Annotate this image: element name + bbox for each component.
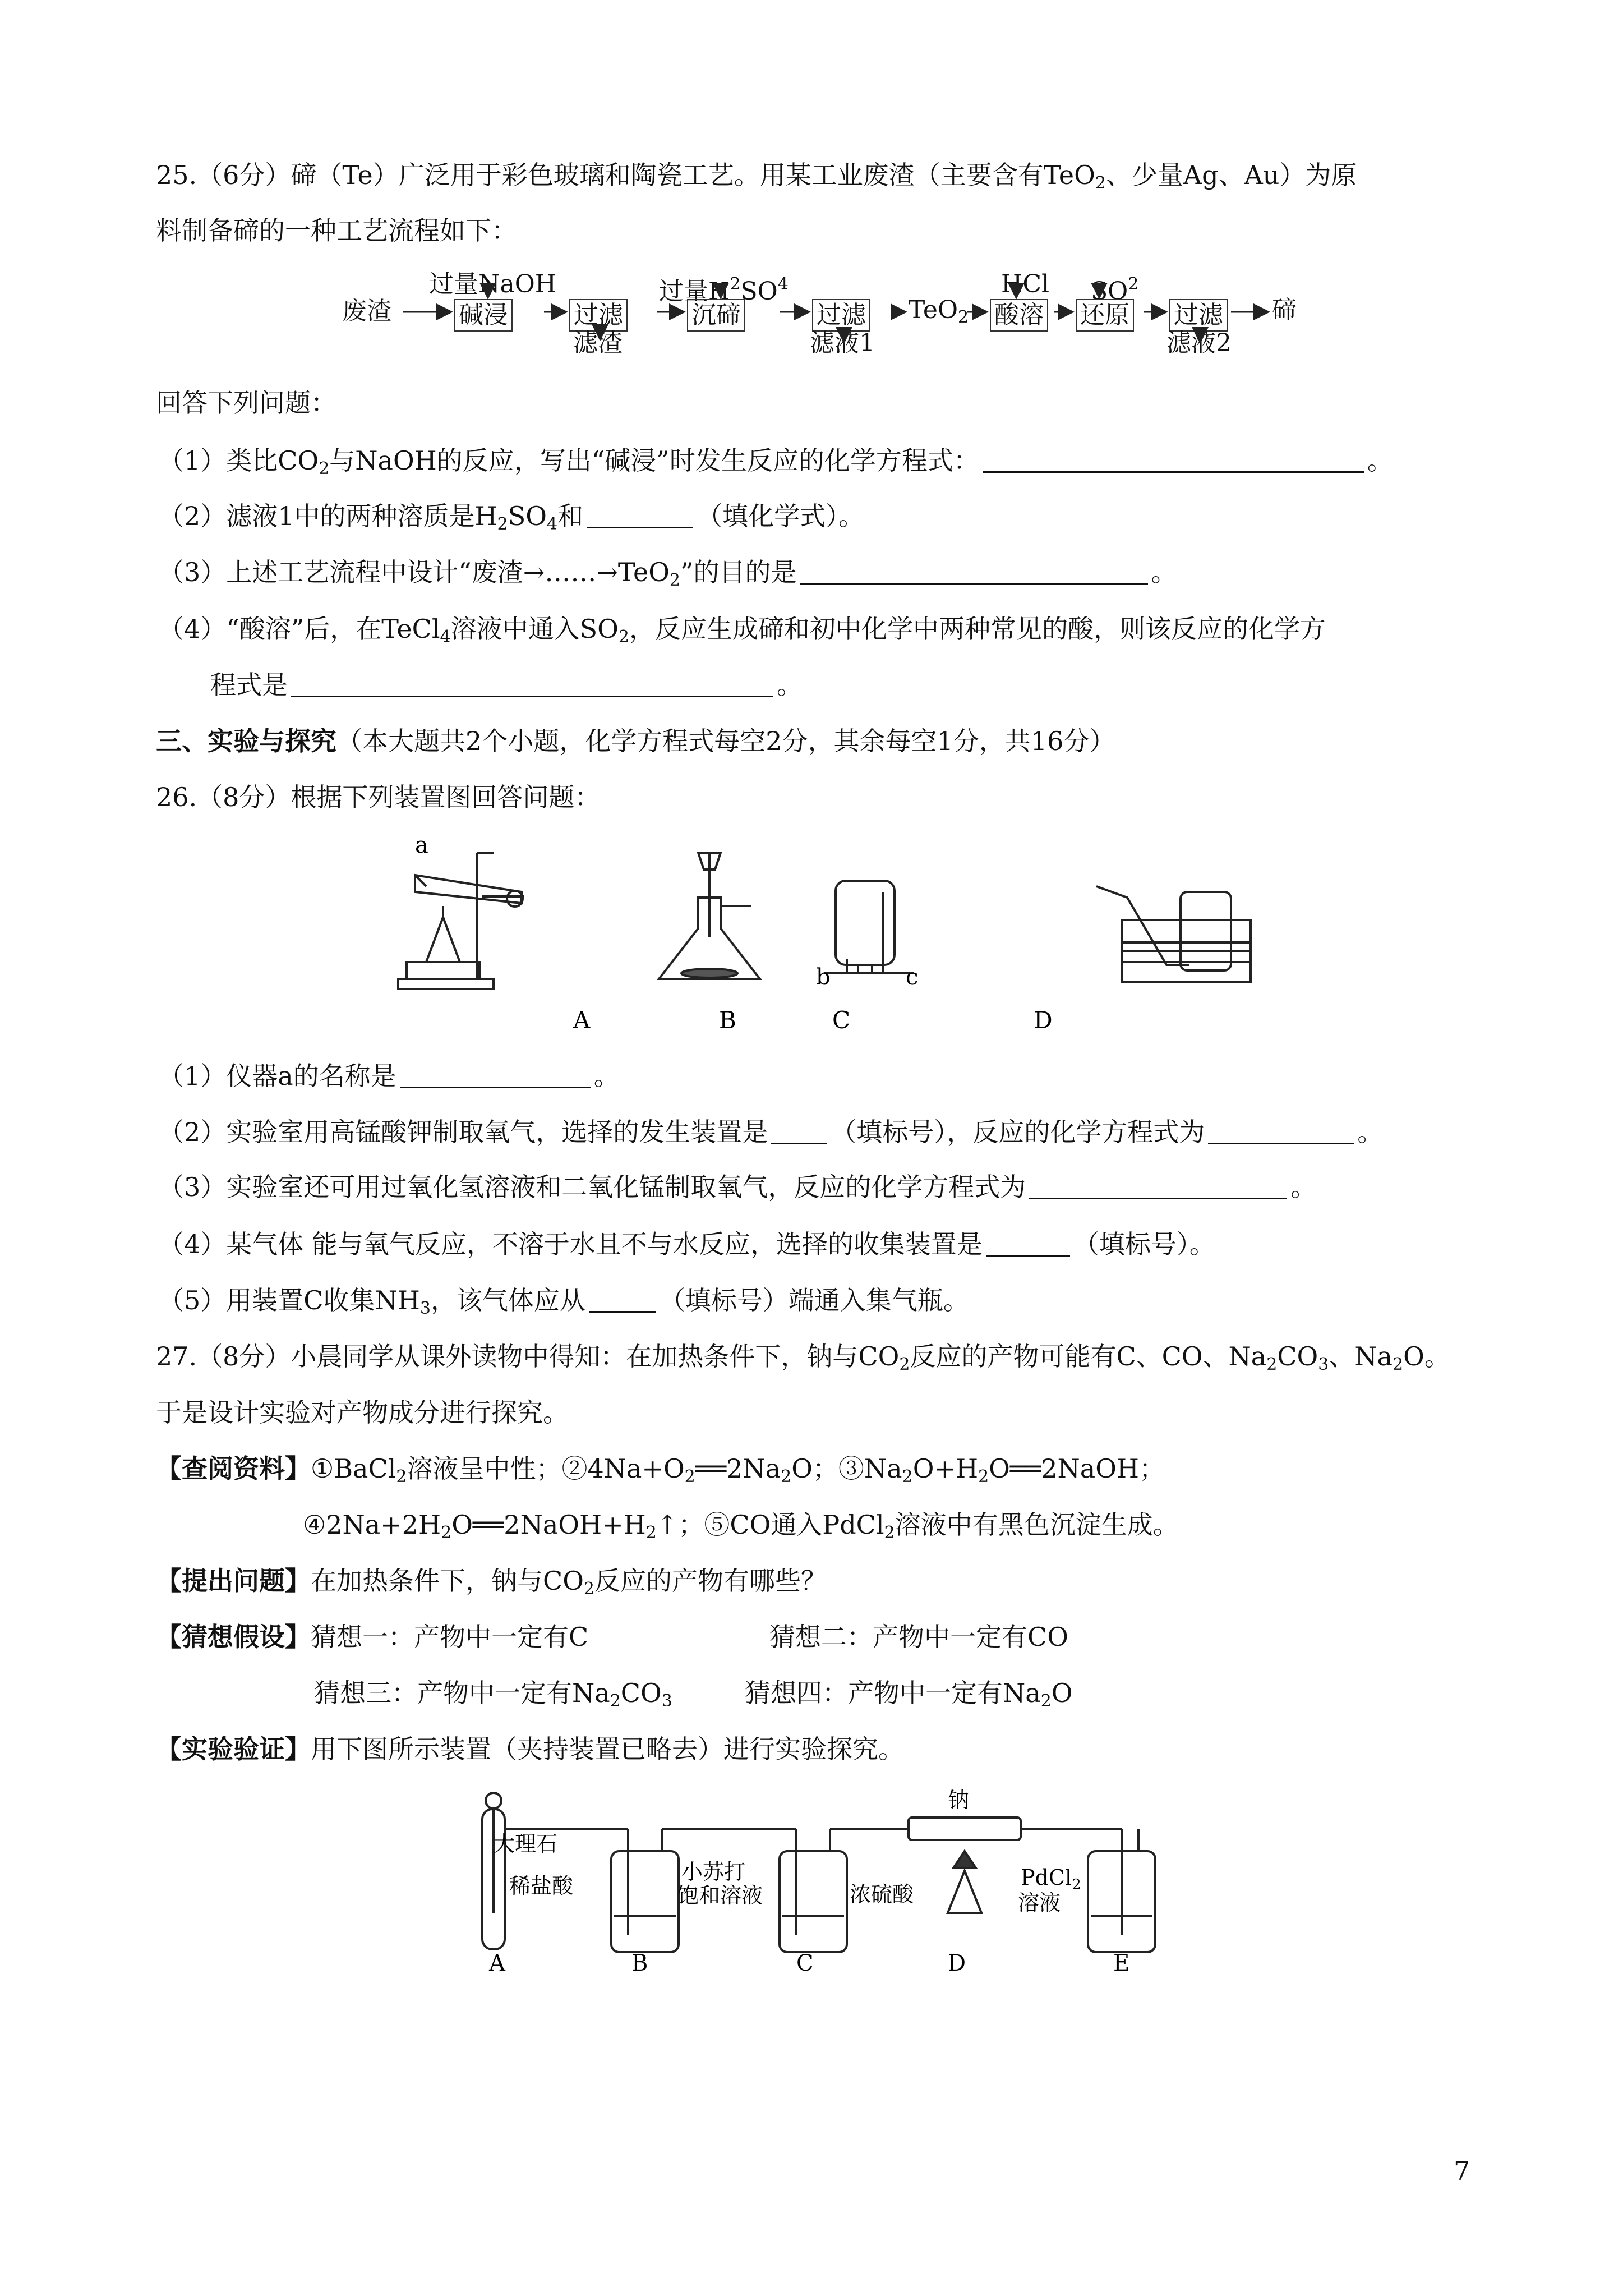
flow-reagent-so2: $SO^2$ — [1091, 274, 1139, 306]
label-fig2-D: D — [948, 1950, 966, 1975]
section3-heading: 三、实验与探究（本大题共2个小题，化学方程式每空2分，其余每空1分，共16分） — [156, 726, 1115, 756]
q25-intro-line1: 25.（6分）碲（Te）广泛用于彩色玻璃和陶瓷工艺。用某工业废渣（主要含有TeO$_2$、少量Ag、Au）为原 — [156, 160, 1357, 193]
answer-blank[interactable] — [291, 671, 773, 697]
q27-hypothesis-4: 猜想四：产物中一定有$Na_2O$ — [745, 1678, 1073, 1711]
label-a: a — [415, 832, 428, 858]
flow-intermediate-teo2: TeO$_2$ — [909, 296, 969, 327]
q26-part5: （5）用装置C收集$NH_3$，该气体应从 （填标号）端通入集气瓶。 — [158, 1285, 969, 1318]
q27-apparatus-figure — [0, 1784, 1623, 1975]
flow-step-precipitate: 沉碲 — [687, 299, 745, 332]
flow-output-filtrate-2: 滤液2 — [1166, 329, 1232, 357]
label-fig2-B: B — [631, 1950, 648, 1975]
flow-output-filtrate-1: 滤液1 — [810, 329, 875, 357]
answer-blank[interactable] — [800, 558, 1148, 585]
label-fig2-A: A — [489, 1950, 505, 1975]
q27-intro-line1: 27.（8分）小晨同学从课外读物中得知：在加热条件下，钠与$CO_2$反应的产物可能有C、CO、$Na_2CO_3$、$Na_2O$。 — [156, 1341, 1450, 1374]
flow-step-filter-1: 过滤 — [569, 299, 628, 332]
label-pdcl2-solution: 溶液 — [1018, 1890, 1061, 1915]
q25-answer-prompt: 回答下列问题： — [156, 388, 336, 418]
q26-part4: （4）某气体 能与氧气反应，不溶于水且不与水反应，选择的收集装置是 （填标号）。 — [158, 1229, 1215, 1259]
q26-part3: （3）实验室还可用过氧化氢溶液和二氧化锰制取氧气，反应的化学方程式为 。 — [158, 1172, 1317, 1202]
answer-blank[interactable] — [1208, 1118, 1354, 1144]
label-saturated-solution: 饱和溶液 — [677, 1883, 763, 1908]
page-number: 7 — [1454, 2156, 1470, 2186]
flow-step-acid-dissolve: 酸溶 — [990, 299, 1048, 332]
label-conc-h2so4: 浓硫酸 — [850, 1882, 914, 1907]
answer-blank[interactable] — [986, 1230, 1070, 1257]
answer-blank[interactable] — [983, 447, 1364, 473]
answer-blank[interactable] — [1029, 1173, 1287, 1199]
flow-step-filter-3: 过滤 — [1169, 299, 1228, 332]
q25-part2: （2）滤液1中的两种溶质是$H_2SO_4$和 （填化学式）。 — [158, 501, 865, 534]
q25-part1: （1）类比$CO_2$与NaOH的反应，写出“碱浸”时发生反应的化学方程式： 。 — [158, 445, 1393, 478]
label-apparatus-A: A — [573, 1006, 591, 1034]
answer-blank[interactable] — [589, 1286, 656, 1313]
flow-reagent-h2so4: 过量$H^2SO^4$ — [659, 274, 789, 306]
label-baking-soda: 小苏打 — [681, 1860, 746, 1884]
q27-experiment: 【实验验证】用下图所示装置（夹持装置已略去）进行实验探究。 — [156, 1734, 904, 1764]
q26-part2: （2）实验室用高锰酸钾制取氧气，选择的发生装置是 （填标号），反应的化学方程式为 。 — [158, 1117, 1384, 1147]
flow-step-alkali-leach: 碱浸 — [454, 299, 513, 332]
q26-apparatus-figure — [0, 830, 1623, 1066]
label-c: c — [906, 964, 919, 990]
flow-step-reduce: 还原 — [1076, 299, 1134, 332]
q27-intro-line2: 于是设计实验对产物成分进行探究。 — [156, 1397, 569, 1428]
label-fig2-E: E — [1113, 1950, 1130, 1975]
label-sodium: 钠 — [948, 1788, 970, 1812]
flow-start: 废渣 — [342, 297, 391, 325]
label-apparatus-B: B — [719, 1006, 736, 1034]
flow-reagent-naoh: 过量NaOH — [429, 270, 557, 298]
q27-reference-line1: 【查阅资料】①BaCl$_2$溶液呈中性；$②4Na+O_2══2Na_2O$；$③Na_2O+H_2O══2NaOH$； — [156, 1453, 1165, 1487]
q25-part4-line2: 程式是 。 — [210, 670, 803, 700]
q27-question: 【提出问题】在加热条件下，钠与$CO_2$反应的产物有哪些？ — [156, 1566, 827, 1599]
flow-end-tellurium: 碲 — [1272, 296, 1297, 324]
label-b: b — [816, 964, 831, 990]
flow-output-residue: 滤渣 — [573, 329, 623, 357]
label-apparatus-C: C — [832, 1006, 851, 1034]
q27-reference-line2: $④2Na+2H_2O══2NaOH+H_2↑$；⑤CO通入PdCl$_2$溶液中有黑色沉淀生成。 — [303, 1510, 1179, 1543]
label-pdcl2: PdCl$_2$ — [1021, 1865, 1081, 1893]
q26-part1: （1）仪器a的名称是 。 — [158, 1061, 620, 1091]
q27-hypothesis-line1: 【猜想假设】猜想一：产物中一定有C — [156, 1622, 589, 1652]
q26-intro: 26.（8分）根据下列装置图回答问题： — [156, 782, 601, 812]
answer-blank[interactable] — [400, 1062, 591, 1088]
flow-step-filter-2: 过滤 — [812, 299, 870, 332]
q25-part3: （3）上述工艺流程中设计“废渣→……→TeO$_2$”的目的是 。 — [158, 557, 1177, 590]
answer-blank[interactable] — [587, 502, 693, 528]
flow-reagent-hcl: HCl — [1001, 270, 1050, 298]
q27-hypothesis-3: 猜想三：产物中一定有$Na_2CO_3$ — [314, 1678, 672, 1711]
label-apparatus-D: D — [1034, 1006, 1053, 1034]
label-marble: 大理石 — [494, 1832, 558, 1856]
answer-blank[interactable] — [771, 1118, 827, 1144]
q27-hypothesis-2: 猜想二：产物中一定有CO — [769, 1622, 1068, 1652]
label-dilute-hcl: 稀盐酸 — [509, 1874, 574, 1898]
label-fig2-C: C — [796, 1950, 814, 1975]
q25-part4-line1: （4）“酸溶”后，在TeCl$_4$溶液中通入$SO_2$，反应生成碲和初中化学中两种常见的酸，则该反应的化学方 — [158, 614, 1326, 647]
q25-intro-line2: 料制备碲的一种工艺流程如下： — [156, 215, 517, 246]
